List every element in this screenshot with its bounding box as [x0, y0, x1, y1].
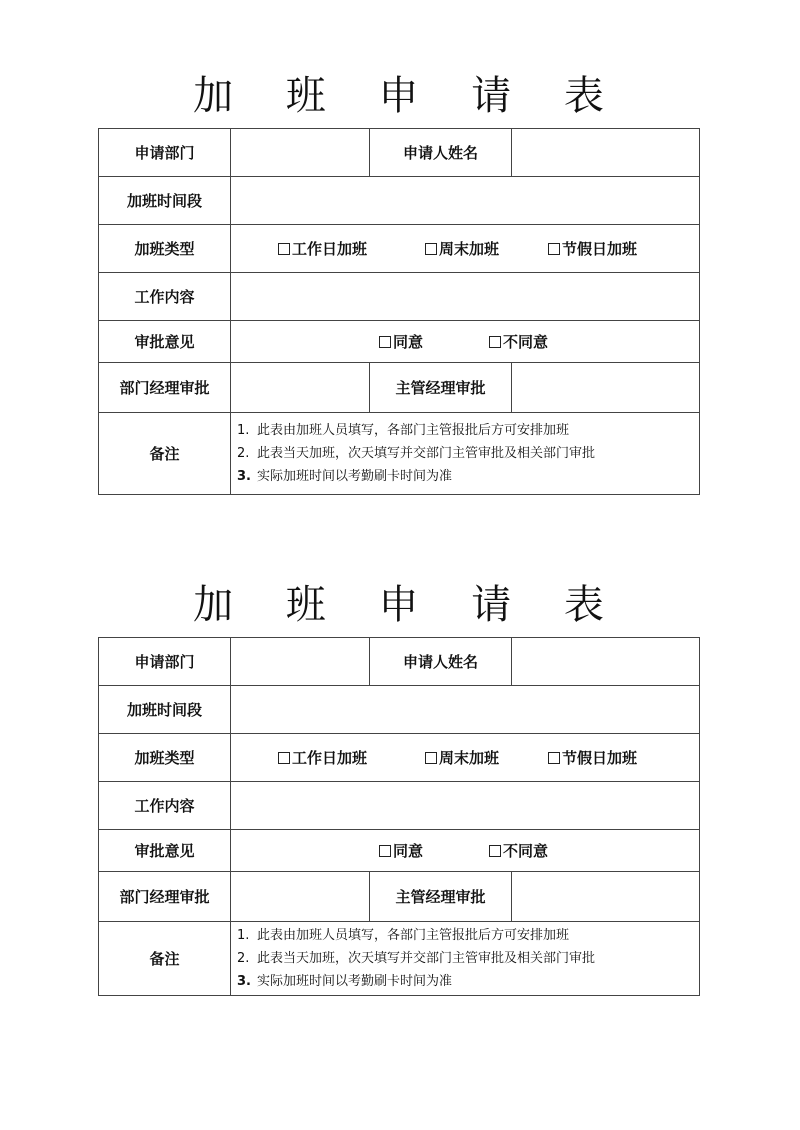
form-table — [98, 128, 700, 495]
checkbox-agree[interactable]: 同意 — [379, 331, 423, 352]
checkbox-icon — [489, 845, 501, 857]
opinion-options — [231, 830, 700, 872]
checkbox-icon — [548, 752, 560, 764]
type-options — [231, 734, 700, 782]
checkbox-icon — [379, 845, 391, 857]
row-content — [99, 273, 700, 321]
supervisor-label: 主管经理审批 — [370, 872, 512, 922]
checkbox-icon — [278, 752, 290, 764]
row-department — [99, 129, 700, 177]
department-label: 申请部门 — [99, 638, 231, 686]
checkbox-weekend[interactable]: 周末加班 — [425, 747, 499, 768]
supervisor-label: 主管经理审批 — [370, 363, 512, 413]
remarks-notes — [231, 922, 700, 996]
row-opinion — [99, 321, 700, 363]
overtime-form-1 — [98, 72, 699, 495]
department-label: 申请部门 — [99, 129, 231, 177]
checkbox-icon — [425, 752, 437, 764]
content-field[interactable] — [231, 273, 700, 321]
form-table — [98, 637, 700, 996]
department-field[interactable] — [231, 129, 370, 177]
overtime-form-2 — [98, 581, 699, 996]
row-approvals — [99, 363, 700, 413]
checkbox-weekend[interactable]: 周末加班 — [425, 238, 499, 259]
row-type — [99, 734, 700, 782]
dept-manager-label: 部门经理审批 — [99, 872, 231, 922]
note-item: 1. 此表由加班人员填写，各部门主管报批后方可安排加班 — [237, 928, 570, 943]
row-opinion — [99, 830, 700, 872]
checkbox-holiday[interactable]: 节假日加班 — [548, 238, 637, 259]
row-period — [99, 177, 700, 225]
remarks-notes — [231, 413, 700, 495]
type-label: 加班类型 — [99, 734, 231, 782]
form-title: 加 班 申 请 表 — [193, 73, 624, 119]
checkbox-disagree[interactable]: 不同意 — [489, 840, 548, 861]
period-label: 加班时间段 — [99, 686, 231, 734]
supervisor-field[interactable] — [512, 363, 700, 413]
checkbox-workday[interactable]: 工作日加班 — [278, 238, 367, 259]
supervisor-field[interactable] — [512, 872, 700, 922]
dept-manager-field[interactable] — [231, 363, 370, 413]
checkbox-icon — [379, 336, 391, 348]
note-item: 2. 此表当天加班，次天填写并交部门主管审批及相关部门审批 — [237, 446, 596, 461]
row-period — [99, 686, 700, 734]
period-label: 加班时间段 — [99, 177, 231, 225]
type-label: 加班类型 — [99, 225, 231, 273]
checkbox-disagree[interactable]: 不同意 — [489, 331, 548, 352]
checkbox-workday[interactable]: 工作日加班 — [278, 747, 367, 768]
checkbox-agree[interactable]: 同意 — [379, 840, 423, 861]
row-type — [99, 225, 700, 273]
checkbox-holiday[interactable]: 节假日加班 — [548, 747, 637, 768]
content-label: 工作内容 — [99, 782, 231, 830]
note-item: 1. 此表由加班人员填写，各部门主管报批后方可安排加班 — [237, 423, 570, 438]
period-field[interactable] — [231, 686, 700, 734]
row-remarks — [99, 413, 700, 495]
form-title: 加 班 申 请 表 — [193, 582, 624, 628]
row-approvals — [99, 872, 700, 922]
checkbox-icon — [425, 243, 437, 255]
note-item: 3. 实际加班时间以考勤刷卡时间为准 — [237, 469, 453, 484]
dept-manager-field[interactable] — [231, 872, 370, 922]
remarks-label: 备注 — [99, 413, 231, 495]
dept-manager-label: 部门经理审批 — [99, 363, 231, 413]
checkbox-icon — [278, 243, 290, 255]
applicant-name-label: 申请人姓名 — [370, 129, 512, 177]
note-item: 2. 此表当天加班，次天填写并交部门主管审批及相关部门审批 — [237, 951, 596, 966]
row-content — [99, 782, 700, 830]
remarks-label: 备注 — [99, 922, 231, 996]
opinion-options — [231, 321, 700, 363]
department-field[interactable] — [231, 638, 370, 686]
applicant-name-field[interactable] — [512, 638, 700, 686]
note-item: 3. 实际加班时间以考勤刷卡时间为准 — [237, 974, 453, 989]
applicant-name-field[interactable] — [512, 129, 700, 177]
checkbox-icon — [548, 243, 560, 255]
period-field[interactable] — [231, 177, 700, 225]
content-label: 工作内容 — [99, 273, 231, 321]
row-remarks — [99, 922, 700, 996]
opinion-label: 审批意见 — [99, 830, 231, 872]
content-field[interactable] — [231, 782, 700, 830]
row-department — [99, 638, 700, 686]
checkbox-icon — [489, 336, 501, 348]
type-options — [231, 225, 700, 273]
opinion-label: 审批意见 — [99, 321, 231, 363]
applicant-name-label: 申请人姓名 — [370, 638, 512, 686]
